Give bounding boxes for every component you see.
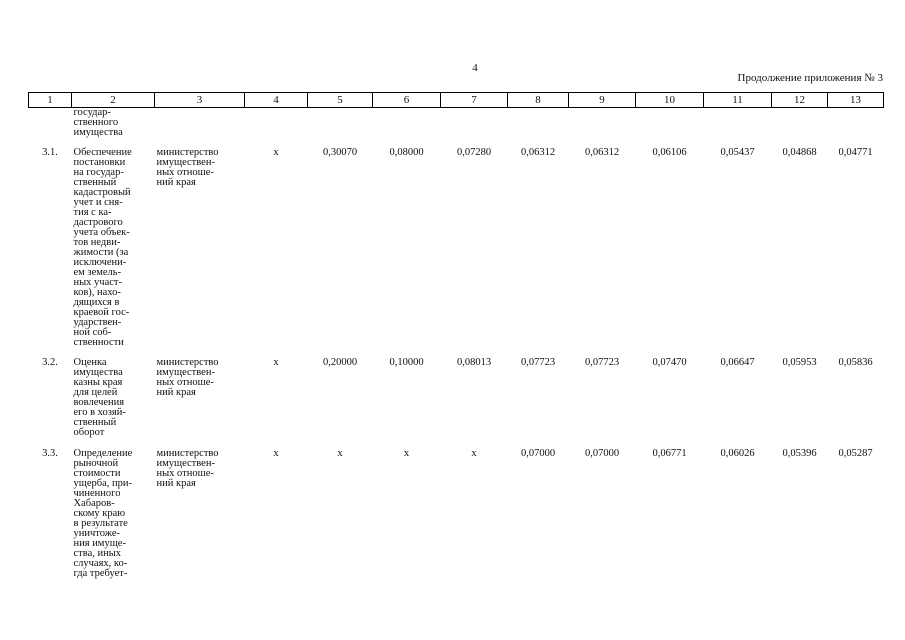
value-cell: х [273, 147, 279, 158]
page-number: 4 [472, 62, 478, 74]
column-header: 5 [308, 93, 373, 108]
column-header: 2 [72, 93, 155, 108]
value-cell: 0,06312 [584, 147, 620, 158]
value-cell: 0,07723 [520, 357, 556, 368]
column-header: 6 [373, 93, 441, 108]
table-row [29, 449, 884, 590]
value-cell: 0,07280 [456, 147, 492, 158]
value-cell: 0,07723 [584, 357, 620, 368]
value-cell: 0,06647 [720, 357, 755, 368]
carryover-text: государ- ственного имущества [73, 107, 123, 138]
value-cell: 0,07000 [584, 448, 620, 459]
column-header: 3 [155, 93, 245, 108]
column-header: 7 [441, 93, 508, 108]
carryover-row [29, 108, 884, 149]
value-cell: 0,08000 [389, 147, 424, 158]
column-header: 8 [508, 93, 569, 108]
value-cell: 0,20000 [322, 357, 358, 368]
column-header: 11 [704, 93, 772, 108]
column-header: 9 [569, 93, 636, 108]
value-cell: х [273, 448, 279, 459]
value-cell: 0,06026 [720, 448, 755, 459]
executor-name: министерство имуществен- ных отноше- ний края [156, 448, 219, 489]
value-cell: 0,07000 [520, 448, 556, 459]
header-row [29, 93, 884, 108]
value-cell: 0,10000 [389, 357, 424, 368]
table-row [29, 358, 884, 449]
value-cell: 0,06106 [652, 147, 687, 158]
measure-name: Оценка имущества казны края для целей вовлечения его в хозяй- ственный оборот [73, 357, 126, 438]
column-header: 12 [772, 93, 828, 108]
appendix-continuation-caption: Продолжение приложения № 3 [737, 72, 883, 84]
value-cell: 0,06312 [520, 147, 556, 158]
value-cell: 0,05953 [782, 357, 817, 368]
row-number: 3.3. [42, 448, 58, 459]
data-table [28, 92, 884, 590]
column-header: 10 [636, 93, 704, 108]
value-cell: 0,04868 [782, 147, 817, 158]
value-cell: 0,05437 [720, 147, 755, 158]
column-header: 1 [29, 93, 72, 108]
table-row [29, 148, 884, 358]
value-cell: 0,05287 [838, 448, 873, 459]
value-cell: х [471, 448, 477, 459]
value-cell: 0,04771 [838, 147, 873, 158]
column-header: 4 [245, 93, 308, 108]
executor-name: министерство имуществен- ных отноше- ний края [156, 357, 219, 398]
value-cell: 0,05396 [782, 448, 817, 459]
row-number: 3.2. [42, 357, 58, 368]
measure-name: Определение рыночной стоимости ущерба, при- чиненного Хабаров- скому краю в результате уничтоже- ния имуще- ства, иных случаях, ко- гда требует- [73, 448, 133, 579]
value-cell: 0,08013 [456, 357, 492, 368]
value-cell: х [403, 448, 410, 459]
row-number: 3.1. [42, 147, 58, 158]
value-cell: 0,06771 [652, 448, 687, 459]
value-cell: 0,05836 [838, 357, 873, 368]
value-cell: х [337, 448, 343, 459]
column-header: 13 [828, 93, 884, 108]
value-cell: 0,07470 [652, 357, 687, 368]
value-cell: х [273, 357, 279, 368]
executor-name: министерство имуществен- ных отноше- ний края [156, 147, 219, 188]
measure-name: Обеспечение постановки на государ- ственный кадастровый учет и сня- тия с ка- дастрового учета объек- тов недви- жимости (за исключени- ем земель- ных участ- ков), нахо- дящихся в краевой гос- ударствен- ной соб- ственности [73, 147, 132, 348]
value-cell: 0,30070 [322, 147, 358, 158]
